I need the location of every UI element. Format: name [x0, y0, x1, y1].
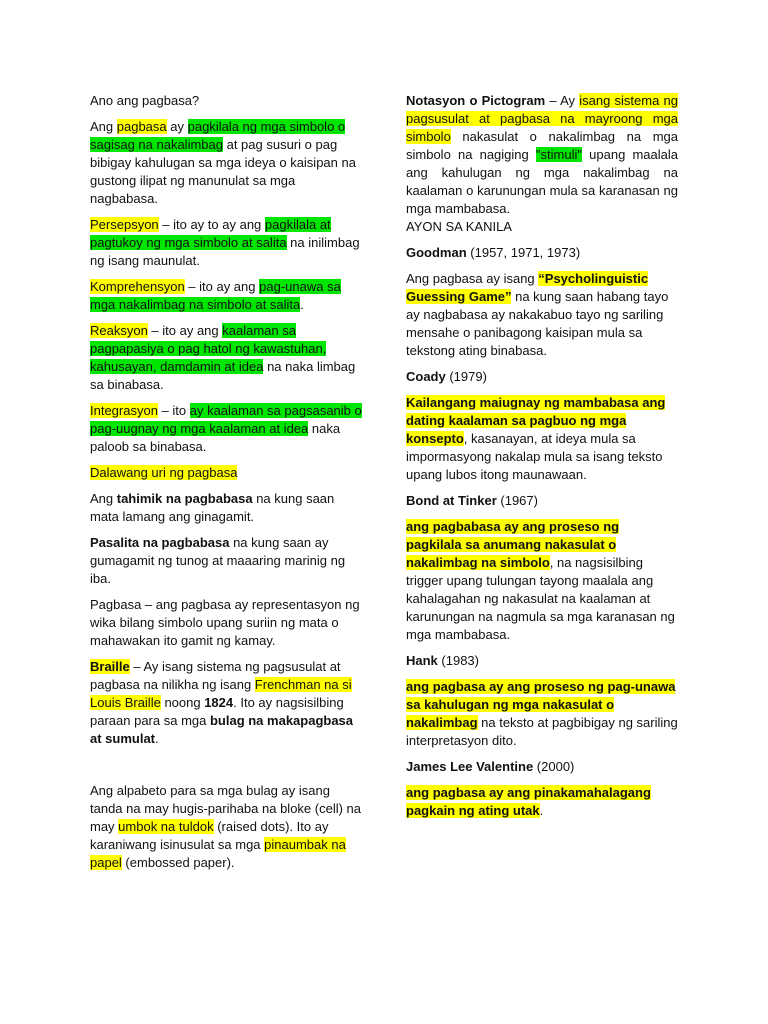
text-segment: – Ay [545, 93, 580, 108]
paragraph-bond-p [406, 518, 678, 644]
paragraph-integrasyon [90, 402, 362, 456]
paragraph-notasyon [406, 92, 678, 218]
paragraph-alpabeto [90, 782, 362, 872]
paragraph-hank-h [406, 652, 678, 670]
highlighted-text: Persepsyon [90, 217, 159, 232]
right-column [406, 92, 678, 828]
highlighted-text: umbok na tuldok [118, 819, 214, 834]
paragraph-ayon [406, 218, 678, 236]
paragraph-ang-pagbasa [90, 118, 362, 208]
text-segment: – ito ay to ay ang [158, 217, 265, 232]
text-segment: na kung saan habang tayo ay nagbabasa ay nakakabuo tayo ng sariling mensahe o panibagong kaisipan mula sa tekstong ating binabasa. [406, 289, 669, 358]
highlighted-text: ay kaalaman sa pagsasanib o pag-uugnay ng mga kaalaman at idea [90, 403, 362, 436]
paragraph-reaksyon [90, 322, 362, 394]
text-segment: Ang [90, 119, 117, 134]
text-segment: ay [166, 119, 188, 134]
highlighted-text: pagkilala ng mga simbolo o sagisag na nakalimbag [90, 119, 346, 152]
text-segment: Bond at Tinker [406, 493, 497, 508]
text-segment: – Ay isang sistema ng pagsusulat at pagbasa na nilikha ng isang [90, 659, 341, 692]
text-segment: na naka limbag sa binabasa. [90, 359, 356, 392]
highlighted-text: pagbasa [116, 119, 167, 134]
paragraph-dalawang [90, 464, 362, 482]
text-segment: (1983) [437, 653, 479, 668]
highlighted-text: Dalawang uri ng pagbasa [90, 465, 238, 480]
text-segment: naka paloob sa binabasa. [90, 421, 341, 454]
text-segment: Pasalita na pagbabasa [90, 535, 230, 550]
text-segment: (raised dots). Ito ay karaniwang isinusulat sa mga [90, 819, 329, 852]
text-segment: na kung saan mata lamang ang ginagamit. [90, 491, 335, 524]
highlighted-text: Frenchman na si Louis Braille [90, 677, 352, 710]
highlighted-text: ang pagbabasa ay ang proseso ng pagkilala sa anumang nakasulat o nakalimbag na simbolo [406, 519, 620, 570]
highlighted-text: “Psycholinguistic Guessing Game” [406, 271, 649, 304]
text-segment: , na nagsisilbing trigger upang tulungan tayong maalala ang kahalagahan ng nakasulat na kaalaman at karunungan na nagmula sa mga karanasan ng mga mambabasa. [406, 555, 675, 642]
text-segment: 1824 [204, 695, 234, 710]
paragraph-james-h [406, 758, 678, 776]
paragraph-persepsyon [90, 216, 362, 270]
text-segment: (1967) [496, 493, 538, 508]
paragraph-hank-p [406, 678, 678, 750]
paragraph-pagbasa-def [90, 596, 362, 650]
highlighted-text: "stimuli" [535, 147, 582, 162]
text-segment: – ito ay ang [147, 323, 223, 338]
text-segment: – ito [157, 403, 190, 418]
text-segment: Coady [406, 369, 446, 384]
text-segment: upang maalala ang kahulugan ng mga nakalimbag na kaalaman o karunungan mula sa karanasan ng mga mambabasa. [406, 147, 679, 216]
highlighted-text: pag-unawa sa mga nakalimbag na simbolo at salita [90, 279, 341, 312]
text-segment: (2000) [533, 759, 575, 774]
text-segment: Hank [406, 653, 438, 668]
highlighted-text: Braille [90, 659, 130, 674]
text-segment: . Ito ay nagsisilbing paraan para sa mga [90, 695, 344, 728]
highlighted-text: Integrasyon [90, 403, 158, 418]
highlighted-text: pagkilala at pagtukoy ng mga simbolo at salita [90, 217, 331, 250]
highlighted-text: Kailangang maiugnay ng mambabasa ang dating kaalaman sa pagbuo ng mga konsepto [406, 395, 666, 446]
text-segment: at pag susuri o pag bibigay kahulugan sa mga ideya o kaisipan na gustong ilipat ng manunulat sa mga nagbabasa. [90, 137, 356, 206]
highlighted-text: ang pagbasa ay ang proseso ng pag-unawa sa kahulugan ng mga nakasulat o nakalimbag [406, 679, 676, 730]
paragraph-ano [90, 92, 362, 110]
text-segment: na kung saan ay gumagamit ng tunog at maaaring marinig ng iba. [90, 535, 346, 586]
text-segment: na inilimbag ng isang maunulat. [90, 235, 360, 268]
text-segment: . [539, 803, 544, 818]
text-segment: Ang [90, 491, 117, 506]
highlighted-text: Komprehensyon [90, 279, 185, 294]
highlighted-text: Reaksyon [90, 323, 148, 338]
text-segment: bulag na makapagbasa at sumulat [90, 713, 354, 746]
text-segment: . [300, 297, 304, 312]
text-segment: (embossed paper). [121, 855, 235, 870]
text-segment: (1979) [445, 369, 487, 384]
text-segment: Ang alpabeto para sa mga bulag ay isang tanda na may hugis-parihaba na bloke (cell) na may [90, 783, 362, 834]
paragraph-coady-p [406, 394, 678, 484]
text-segment: nakasulat o nakalimbag na mga simbolo na nagiging [406, 129, 678, 162]
paragraph-coady-h [406, 368, 678, 386]
paragraph-pasalita [90, 534, 362, 588]
highlighted-text: kaalaman sa pagpapasiya o pag hatol ng kawastuhan, kahusayan, damdamin at idea [90, 323, 327, 374]
highlighted-text: isang sistema ng pagsusulat at pagbasa na mayroong mga simbolo [406, 93, 678, 144]
text-segment: Goodman [406, 245, 467, 260]
text-segment: AYON SA KANILA [406, 219, 512, 234]
text-segment: James Lee Valentine [406, 759, 534, 774]
text-segment: , kasanayan, at ideya mula sa impormasyong nakalap mula sa isang teksto upang lubos itong maunawaan. [406, 431, 663, 482]
text-segment: (1957, 1971, 1973) [466, 245, 581, 260]
text-segment: . [155, 731, 159, 746]
paragraph-bond-h [406, 492, 678, 510]
highlighted-text: pinaumbak na papel [90, 837, 346, 870]
text-segment: tahimik na pagbabasa [116, 491, 253, 506]
paragraph-james-p [406, 784, 678, 820]
paragraph-tahimik [90, 490, 362, 526]
text-segment: Pagbasa – ang pagbasa ay representasyon ng wika bilang simbolo upang suriin ng mata o mahawakan ito gamit ng kamay. [90, 597, 360, 648]
text-segment: Ang pagbasa ay isang [406, 271, 539, 286]
paragraph-braille [90, 658, 362, 748]
text-segment: na teksto at pagbibigay ng sariling interpretasyon dito. [406, 715, 678, 748]
paragraph-goodman-p [406, 270, 678, 360]
left-column [90, 92, 362, 880]
text-segment: Ano ang pagbasa? [90, 93, 200, 108]
text-segment: noong [160, 695, 205, 710]
text-segment: – ito ay ang [184, 279, 260, 294]
paragraph-goodman-h [406, 244, 678, 262]
text-segment: Notasyon o Pictogram [406, 93, 546, 108]
paragraph-komprehensyon [90, 278, 362, 314]
highlighted-text: ang pagbasa ay ang pinakamahalagang pagkain ng ating utak [406, 785, 651, 818]
